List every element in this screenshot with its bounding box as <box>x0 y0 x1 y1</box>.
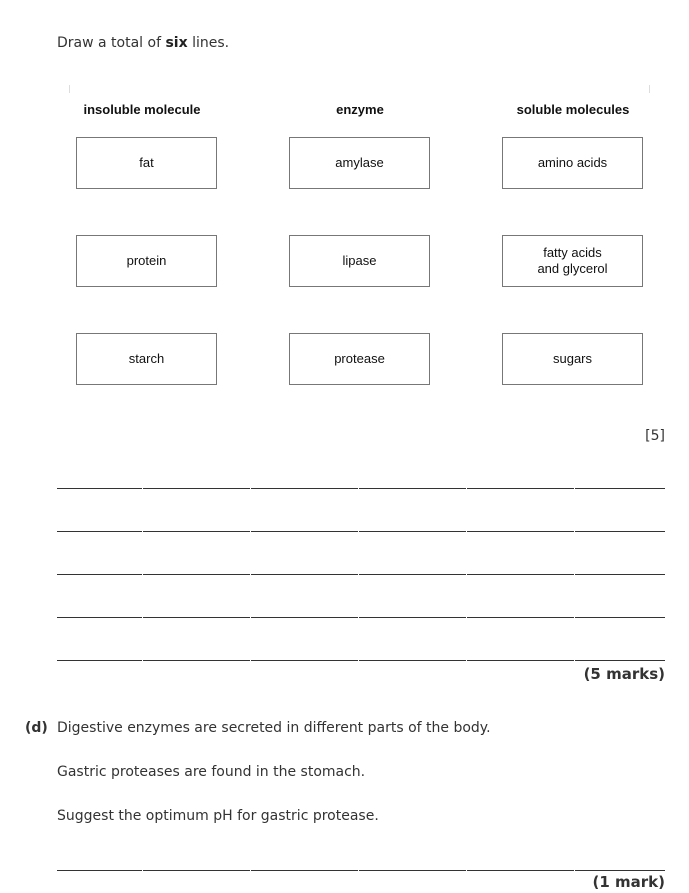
answer-line-d[interactable] <box>57 870 665 871</box>
box-protein[interactable]: protein <box>76 235 217 287</box>
column-header-enzyme: enzyme <box>336 102 384 117</box>
box-starch[interactable]: starch <box>76 333 217 385</box>
question-d-text-1: Digestive enzymes are secreted in different parts of the body. <box>57 720 491 736</box>
column-header-soluble: soluble molecules <box>516 102 630 117</box>
answer-line[interactable] <box>57 488 665 489</box>
marks-part-c: (5 marks) <box>583 665 665 683</box>
scan-mark <box>649 85 650 93</box>
box-lipase[interactable]: lipase <box>289 235 430 287</box>
question-d-text-3: Suggest the optimum pH for gastric protease. <box>57 808 379 824</box>
answer-line[interactable] <box>57 660 665 661</box>
answer-line[interactable] <box>57 531 665 532</box>
box-amino-acids[interactable]: amino acids <box>502 137 643 189</box>
box-fat[interactable]: fat <box>76 137 217 189</box>
answer-line[interactable] <box>57 574 665 575</box>
question-label-d: (d) <box>25 720 48 736</box>
scan-mark <box>69 85 70 93</box>
instruction-text: Draw a total of six lines. <box>57 35 230 51</box>
column-header-insoluble: insoluble molecule <box>83 102 201 117</box>
answer-line[interactable] <box>57 617 665 618</box>
box-protease[interactable]: protease <box>289 333 430 385</box>
marks-part-d: (1 mark) <box>592 873 665 891</box>
marks-bracket: [5] <box>645 428 665 444</box>
box-fatty-acids-glycerol[interactable]: fatty acids and glycerol <box>502 235 643 287</box>
question-d-text-2: Gastric proteases are found in the stomach. <box>57 764 366 780</box>
box-sugars[interactable]: sugars <box>502 333 643 385</box>
box-amylase[interactable]: amylase <box>289 137 430 189</box>
instruction-bold: six <box>165 35 188 51</box>
